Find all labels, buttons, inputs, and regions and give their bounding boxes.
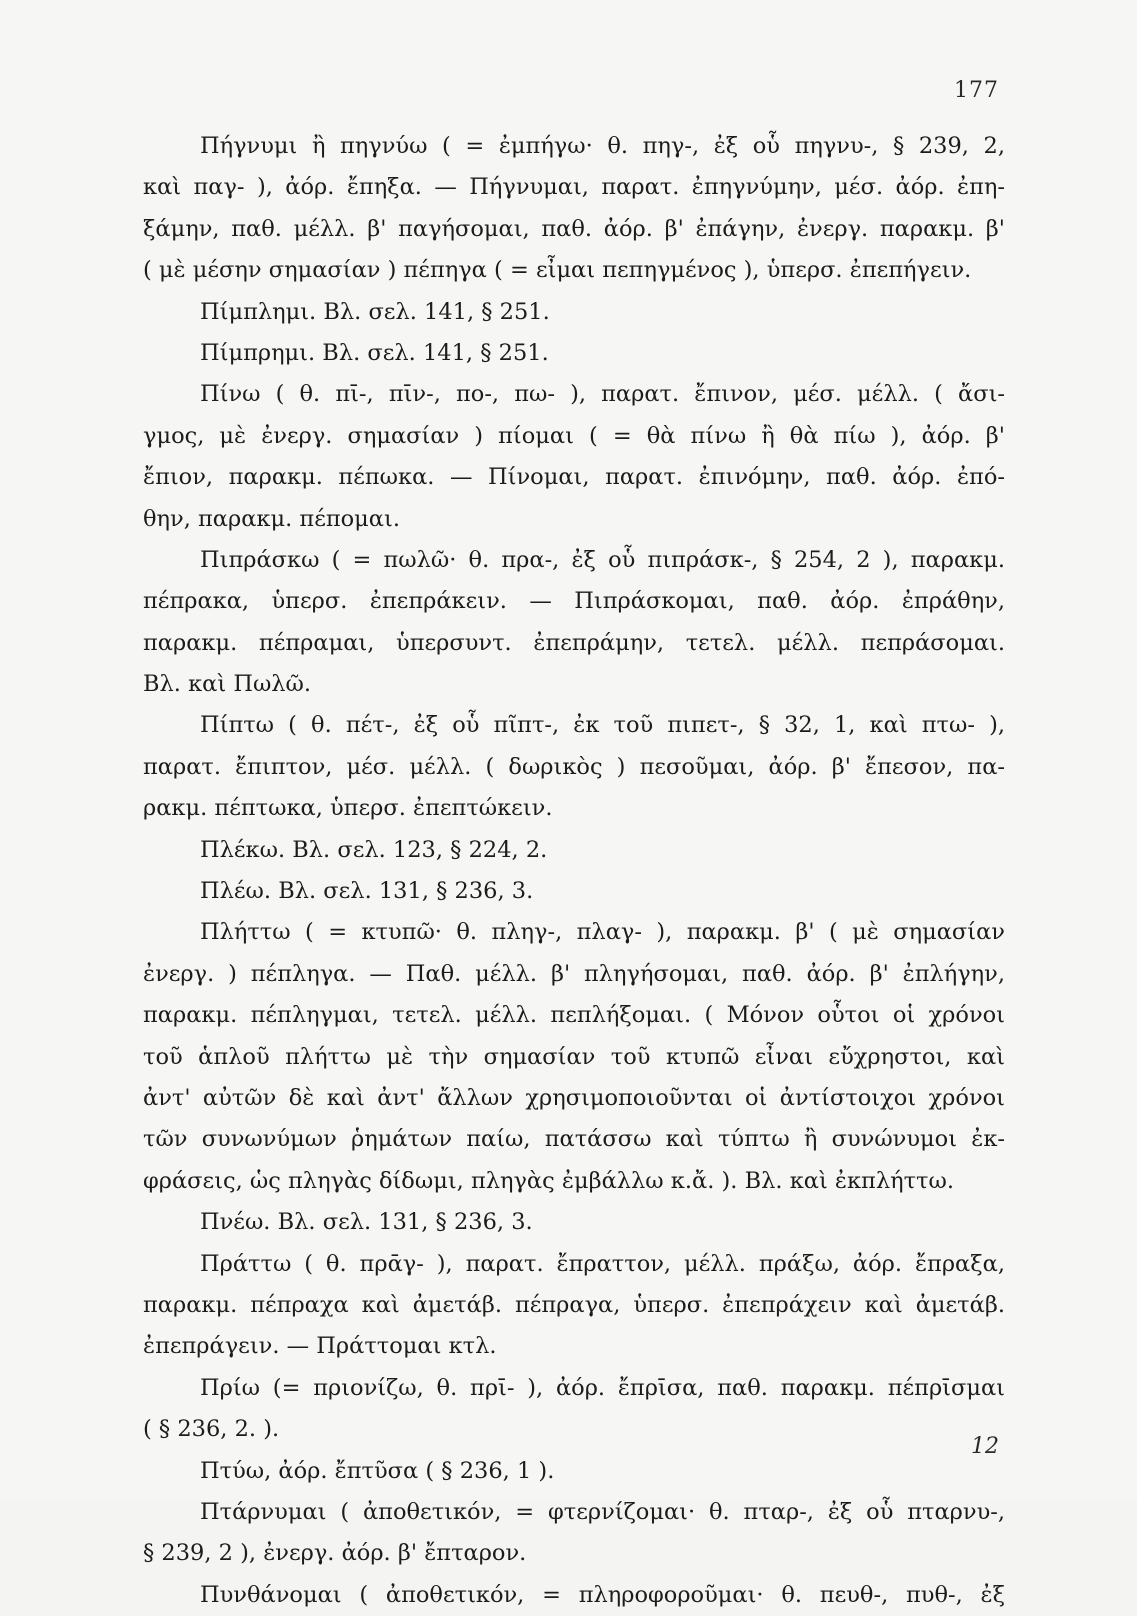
text-line: Πλήττω ( = κτυπῶ· θ. πληγ-, πλαγ- ), παρακμ. β' ( μὲ σημασίαν xyxy=(200,919,1005,946)
text-line: Πτύω, ἀόρ. ἔπτῦσα ( § 236, 1 ). xyxy=(200,1457,555,1484)
text-line: παρακμ. πέπραχα καὶ ἀμετάβ. πέπραγα, ὑπερσ. ἐπεπράχειν καὶ ἀμετάβ. xyxy=(143,1291,1005,1318)
text-line: Πλέω. Βλ. σελ. 131, § 236, 3. xyxy=(200,878,534,905)
text-line: ( § 236, 2. ). xyxy=(143,1416,280,1443)
text-line: πέπρακα, ὑπερσ. ἐπεπράκειν. — Πιπράσκομαι, παθ. ἀόρ. ἐπράθην, xyxy=(143,588,1005,615)
text-line: γμος, μὲ ἐνεργ. σημασίαν ) πίομαι ( = θὰ πίνω ἢ θὰ πίω ), ἀόρ. β' xyxy=(143,422,1005,449)
text-line: Πήγνυμι ἢ πηγνύω ( = ἐμπήγω· θ. πηγ-, ἐξ οὗ πηγνυ-, § 239, 2, xyxy=(200,133,1005,159)
text-line: Πίμπρημι. Βλ. σελ. 141, § 251. xyxy=(200,339,549,366)
text-line: ρακμ. πέπτωκα, ὑπερσ. ἐπεπτώκειν. xyxy=(143,795,553,822)
text-line: Πυνθάνομαι ( ἀποθετικόν, = πληροφοροῦμαι· θ. πευθ-, πυθ-, ἐξ xyxy=(200,1581,1005,1608)
text-line: Βλ. καὶ Πωλῶ. xyxy=(143,671,312,698)
text-line: Πλέκω. Βλ. σελ. 123, § 224, 2. xyxy=(200,836,548,863)
text-line: ξάμην, παθ. μέλλ. β' παγήσομαι, παθ. ἀόρ. β' ἐπάγην, ἐνεργ. παρακμ. β' xyxy=(143,215,1005,242)
text-line: Πρίω (= πριονίζω, θ. πρῑ- ), ἀόρ. ἔπρῑσα, παθ. παρακμ. πέπρῑσμαι xyxy=(200,1374,1005,1401)
text-line: τῶν συνωνύμων ῥημάτων παίω, πατάσσω καὶ τύπτω ἢ συνώνυμοι ἐκ- xyxy=(143,1126,1005,1153)
text-line: Πράττω ( θ. πρᾱγ- ), παρατ. ἔπραττον, μέλλ. πράξω, ἀόρ. ἔπραξα, xyxy=(200,1250,1005,1277)
page-number: 177 xyxy=(954,78,999,103)
text-line: παρατ. ἔπιπτον, μέσ. μέλλ. ( δωρικὸς ) πεσοῦμαι, ἀόρ. β' ἔπεσον, πα- xyxy=(143,753,1005,780)
text-line: Πτάρνυμαι ( ἀποθετικόν, = φτερνίζομαι· θ. πταρ-, ἐξ οὗ πταρνυ-, xyxy=(200,1498,1005,1525)
text-line: ἀντ' αὐτῶν δὲ καὶ ἀντ' ἄλλων χρησιμοποιοῦνται οἱ ἀντίστοιχοι χρόνοι xyxy=(143,1084,1005,1111)
text-line: παρακμ. πέπληγμαι, τετελ. μέλλ. πεπλήξομαι. ( Μόνον οὗτοι οἱ χρόνοι xyxy=(143,1002,1005,1029)
text-line: Πνέω. Βλ. σελ. 131, § 236, 3. xyxy=(200,1209,533,1236)
text-line: θην, παρακμ. πέπομαι. xyxy=(143,505,400,532)
text-line: τοῦ ἁπλοῦ πλήττω μὲ τὴν σημασίαν τοῦ κτυπῶ εἶναι εὔχρηστοι, καὶ xyxy=(143,1043,1005,1070)
text-line: Πίνω ( θ. πῑ-, πῑν-, πο-, πω- ), παρατ. ἔπινον, μέσ. μέλλ. ( ἄσι- xyxy=(200,381,1005,408)
text-line: § 239, 2 ), ἐνεργ. ἀόρ. β' ἔπταρον. xyxy=(143,1540,527,1567)
text-line: ἐπεπράγειν. — Πράττομαι κτλ. xyxy=(143,1333,497,1360)
text-line: ( μὲ μέσην σημασίαν ) πέπηγα ( = εἶμαι πεπηγμένος ), ὑπερσ. ἐπεπήγειν. xyxy=(143,257,972,284)
text-line: ἔπιον, παρακμ. πέπωκα. — Πίνομαι, παρατ. ἐπινόμην, παθ. ἀόρ. ἐπό- xyxy=(143,464,1005,491)
text-line: Πίμπλημι. Βλ. σελ. 141, § 251. xyxy=(200,298,550,325)
text-line: Πίπτω ( θ. πέτ-, ἐξ οὗ πῖπτ-, ἐκ τοῦ πιπετ-, § 32, 1, καὶ πτω- ), xyxy=(200,712,1005,739)
dictionary-text xyxy=(143,126,1005,1616)
text-line: ἐνεργ. ) πέπληγα. — Παθ. μέλλ. β' πληγήσομαι, παθ. ἀόρ. β' ἐπλήγην, xyxy=(143,960,1005,987)
text-line: καὶ παγ- ), ἀόρ. ἔπηξα. — Πήγνυμαι, παρατ. ἐπηγνύμην, μέσ. ἀόρ. ἐπη- xyxy=(143,174,1005,201)
signature-mark: 12 xyxy=(971,1434,999,1459)
text-line: φράσεις, ὡς πληγὰς δίδωμι, πληγὰς ἐμβάλλω κ.ἄ. ). Βλ. καὶ ἐκπλήττω. xyxy=(143,1167,954,1194)
text-line: παρακμ. πέπραμαι, ὑπερσυντ. ἐπεπράμην, τετελ. μέλλ. πεπράσομαι. xyxy=(143,629,1005,656)
text-line: Πιπράσκω ( = πωλῶ· θ. πρα-, ἐξ οὗ πιπράσκ-, § 254, 2 ), παρακμ. xyxy=(200,546,1005,573)
